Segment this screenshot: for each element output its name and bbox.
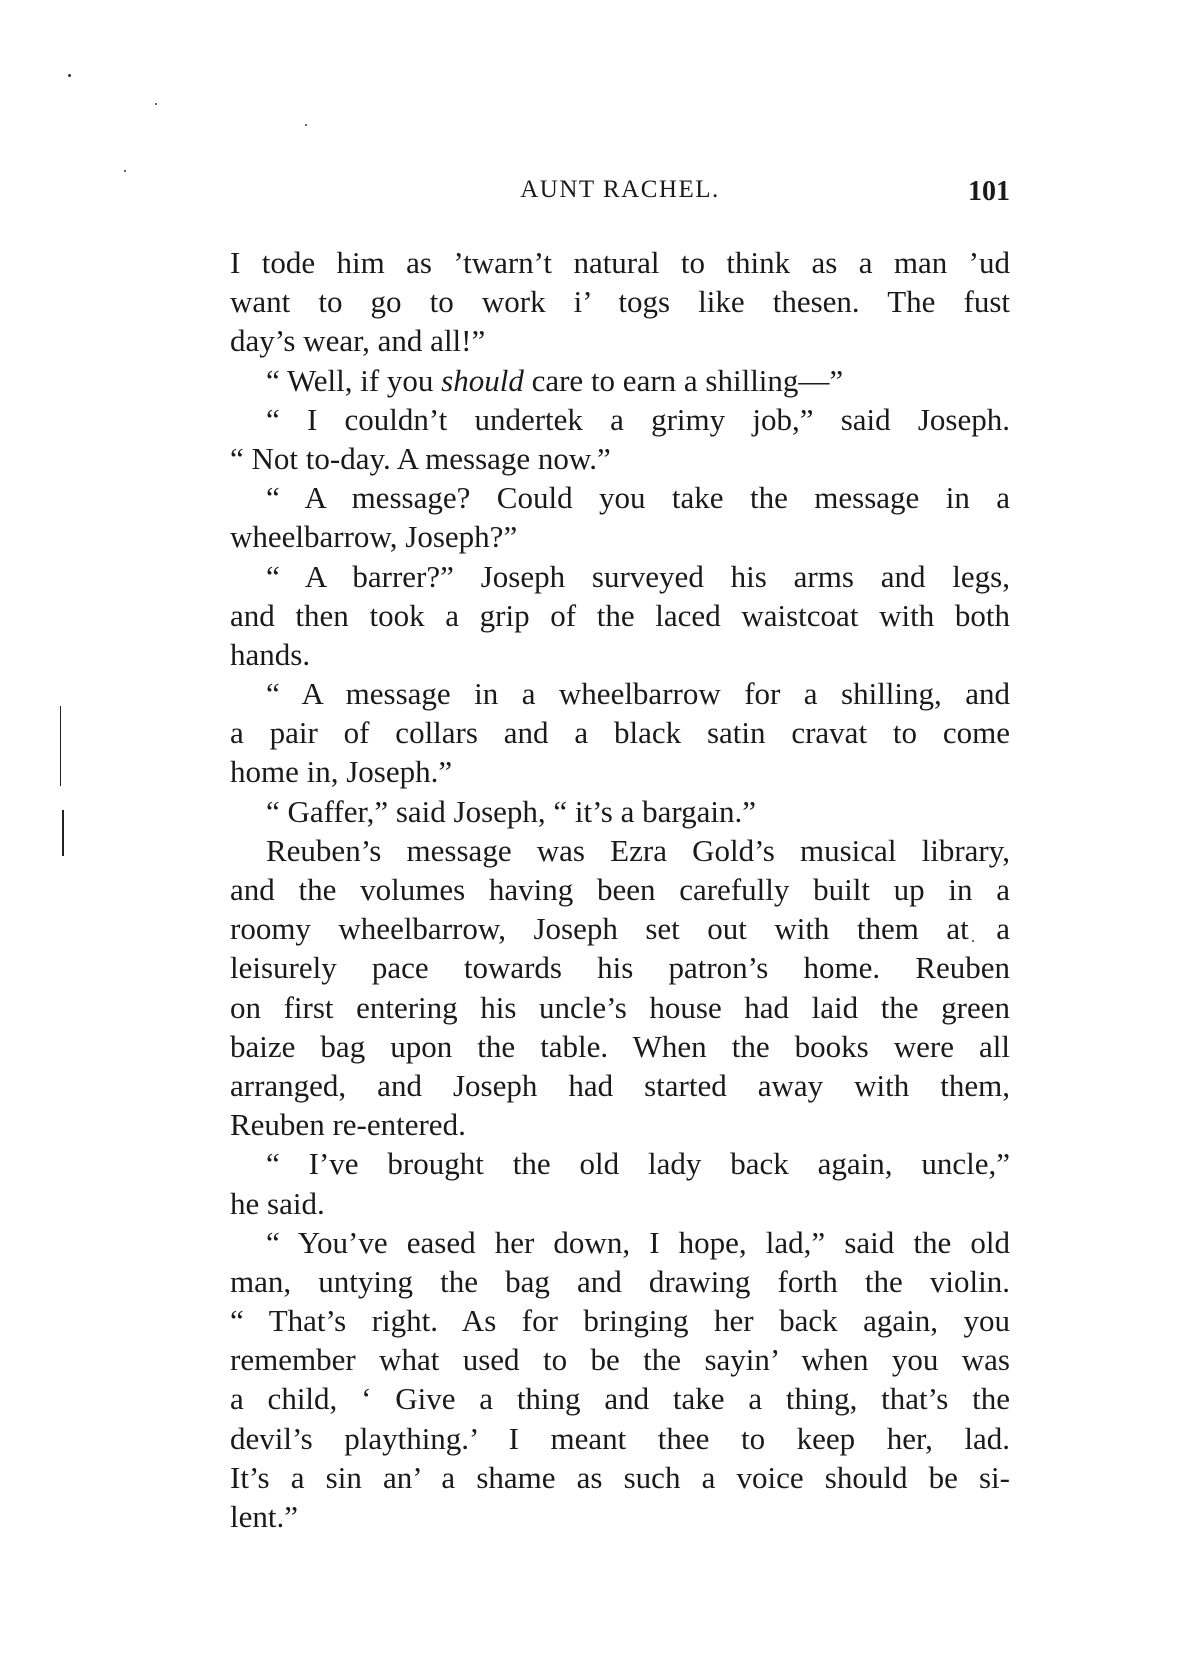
- running-head: AUNT RACHEL.: [520, 176, 720, 203]
- margin-mark: [62, 810, 64, 856]
- text-line: day’s wear, and all!”: [230, 323, 486, 359]
- text-line: want to go to work i’ togs like thesen. The fust: [230, 284, 1010, 320]
- text-line: “ A barrer?” Joseph surveyed his arms and legs,: [266, 558, 1010, 594]
- text-line: I tode him as ’twarn’t natural to think as a man ’ud: [230, 245, 1010, 280]
- text-line: wheelbarrow, Joseph?”: [230, 519, 518, 555]
- text-line: “ You’ve eased her down, I hope, lad,” said the old: [266, 1224, 1010, 1260]
- text-line: and then took a grip of the laced waistcoat with both: [230, 597, 1010, 633]
- text-line: remember what used to be the sayin’ when you was: [230, 1342, 1010, 1378]
- margin-mark: [60, 706, 61, 786]
- text-line: and the volumes having been carefully built up in a: [230, 872, 1010, 907]
- text-line: [230, 361, 1010, 400]
- text-line: “ A message? Could you take the message in a: [266, 480, 1010, 516]
- text-line: “ I’ve brought the old lady back again, uncle,”: [266, 1146, 1010, 1182]
- text-line: leisurely pace towards his patron’s home. Reuben: [230, 950, 1010, 986]
- text-line: man, untying the bag and drawing forth the violin.: [230, 1263, 1010, 1299]
- text-span: “ Well, if you: [266, 362, 442, 398]
- text-line: Reuben re-entered.: [230, 1107, 466, 1143]
- scan-speck: [305, 124, 307, 126]
- text-line: roomy wheelbarrow, Joseph set out with them at a: [230, 911, 1010, 947]
- text-line: he said.: [230, 1185, 325, 1221]
- page-number: 101: [968, 176, 1010, 207]
- text-line: a child, ‘ Give a thing and take a thing, that’s the: [230, 1381, 1010, 1417]
- text-line: hands.: [230, 636, 311, 672]
- body-text: [230, 243, 1010, 1536]
- text-line: “ A message in a wheelbarrow for a shilling, and: [266, 676, 1010, 712]
- page-header: [230, 176, 1010, 216]
- text-line: “ Gaffer,” said Joseph, “ it’s a bargain.”: [266, 793, 756, 829]
- text-line: baize bag upon the table. When the books were all: [230, 1028, 1010, 1064]
- text-line: “ I couldn’t undertek a grimy job,” said Joseph.: [266, 401, 1010, 437]
- text-line: lent.”: [230, 1499, 298, 1534]
- scan-speck: [155, 103, 157, 105]
- text-line: a pair of collars and a black satin cravat to come: [230, 715, 1010, 751]
- italic-word: should: [441, 362, 524, 398]
- scan-speck: [124, 170, 126, 172]
- text-line: on first entering his uncle’s house had laid the green: [230, 989, 1010, 1025]
- text-line: Reuben’s message was Ezra Gold’s musical library,: [266, 832, 1010, 868]
- text-line: “ That’s right. As for bringing her back again, you: [230, 1303, 1010, 1339]
- text-line: “ Not to-day. A message now.”: [230, 440, 611, 476]
- text-line: home in, Joseph.”: [230, 754, 453, 790]
- text-line: It’s a sin an’ a shame as such a voice should be si-: [230, 1459, 1010, 1495]
- text-span: care to earn a shilling—”: [523, 362, 844, 398]
- text-line: devil’s plaything.’ I meant thee to keep her, lad.: [230, 1420, 1010, 1456]
- text-line: arranged, and Joseph had started away with them,: [230, 1067, 1010, 1103]
- scan-speck: [68, 74, 71, 77]
